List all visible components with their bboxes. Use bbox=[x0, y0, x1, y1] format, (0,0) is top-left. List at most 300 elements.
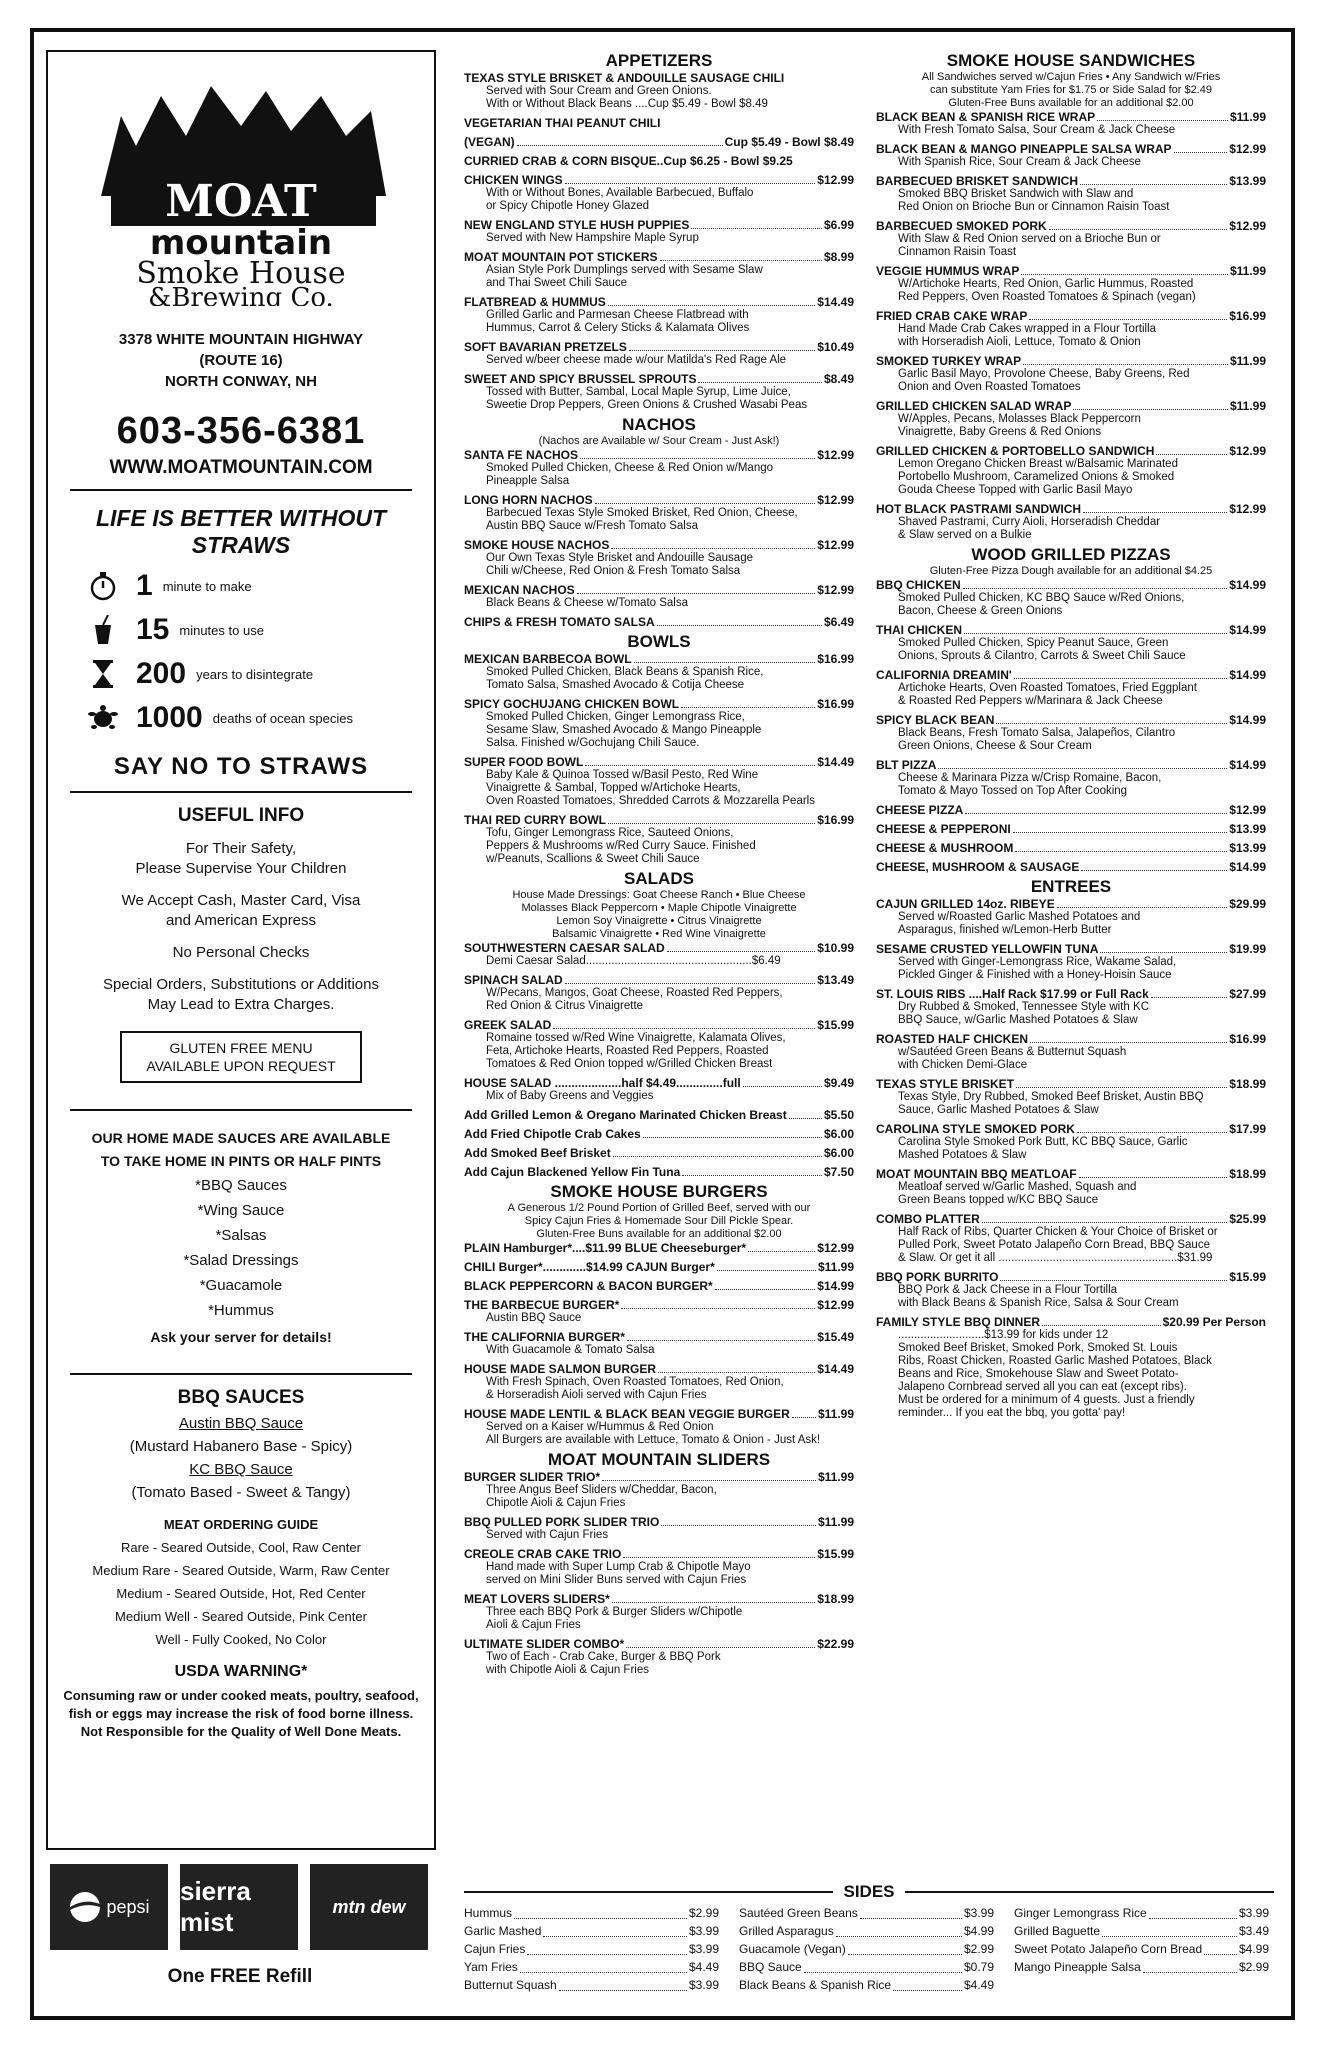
menu-item bbox=[464, 813, 854, 866]
section-title: WOOD GRILLED PIZZAS bbox=[971, 545, 1171, 564]
section-title: APPETIZERS bbox=[605, 51, 713, 70]
menu-item-price: $11.99 bbox=[817, 1407, 854, 1421]
dot-leader bbox=[527, 1940, 687, 1955]
menu-item-price: $17.99 bbox=[1229, 1122, 1266, 1136]
side-item bbox=[464, 1976, 719, 1994]
section-title: SMOKE HOUSE SANDWICHES bbox=[946, 51, 1196, 70]
side-item-price: $4.99 bbox=[1238, 1942, 1269, 1956]
dot-leader bbox=[743, 1076, 822, 1087]
side-item-price: $3.99 bbox=[688, 1924, 719, 1938]
side-item-name: Grilled Baguette bbox=[1014, 1924, 1101, 1938]
menu-item-name: BURGER SLIDER TRIO* bbox=[464, 1470, 601, 1484]
menu-item-price: $14.99 bbox=[1229, 623, 1266, 637]
menu-item-row bbox=[464, 1547, 854, 1561]
sides-header: SIDES bbox=[464, 1882, 1274, 1902]
menu-item-price: $8.99 bbox=[823, 250, 854, 264]
menu-item-description: Served with Ginger-Lemongrass Rice, Wakame Salad, Pickled Ginger & Finished with a Honey-Hoisin Sauce bbox=[898, 956, 1177, 981]
menu-item-row bbox=[876, 897, 1266, 911]
straw-stat: 15 minutes to use bbox=[88, 613, 434, 647]
menu-item bbox=[876, 987, 1266, 1027]
dot-leader bbox=[608, 295, 816, 306]
menu-item-price: $15.49 bbox=[817, 1330, 854, 1344]
side-item-name: Sautéed Green Beans bbox=[739, 1906, 858, 1920]
menu-item-price: $13.99 bbox=[1229, 822, 1266, 836]
section-note: A Generous 1/2 Pound Portion of Grilled Beef, served with our Spicy Cajun Fries & Homemade Sour Dill Pickle Spear. Gluten-Free Buns available for an additional $2.00 bbox=[507, 1202, 811, 1240]
menu-item-price: $11.99 bbox=[1229, 399, 1266, 413]
menu-item-description: Half Rack of Ribs, Quarter Chicken & Your Choice of Brisket or Pulled Pork, Sweet Potato Jalapeño Corn Bread, BBQ Sauce & Slaw. Or get it all ........................................................$31.99 bbox=[898, 1226, 1218, 1264]
menu-item-name: (VEGAN) bbox=[464, 135, 515, 149]
menu-item-price: $11.99 bbox=[1229, 110, 1266, 124]
menu-item bbox=[876, 1122, 1266, 1162]
menu-item-price: $12.99 bbox=[1229, 142, 1266, 156]
menu-item-price: $27.99 bbox=[1229, 987, 1266, 1001]
dot-leader bbox=[602, 1470, 816, 1481]
menu-item bbox=[464, 1076, 854, 1103]
sides-list bbox=[464, 1904, 1274, 1994]
phone-number[interactable]: 603-356-6381 bbox=[116, 410, 366, 452]
menu-item-price: $11.99 bbox=[817, 1260, 854, 1274]
menu-item-name: SOUTHWESTERN CAESAR SALAD bbox=[464, 941, 665, 955]
side-item bbox=[464, 1958, 719, 1976]
menu-item-description: Smoked Pulled Chicken, Cheese & Red Onion w/Mango Pineapple Salsa bbox=[486, 462, 774, 487]
menu-item-name: TEXAS STYLE BRISKET & ANDOUILLE SAUSAGE CHILI bbox=[464, 71, 785, 85]
menu-item-name: SPINACH SALAD bbox=[464, 973, 563, 987]
menu-item-description: With Fresh Spinach, Oven Roasted Tomatoes, Red Onion, & Horseradish Aioli served with Cajun Fries bbox=[486, 1376, 784, 1401]
menu-item bbox=[464, 1298, 854, 1325]
menu-item-name: BBQ PORK BURRITO bbox=[876, 1270, 999, 1284]
menu-item bbox=[876, 444, 1266, 497]
menu-item-description: Dry Rubbed & Smoked, Tennessee Style with KC BBQ Sauce, w/Garlic Mashed Potatoes & Slaw bbox=[898, 1001, 1149, 1026]
menu-item bbox=[464, 218, 854, 245]
menu-item-name: BARBECUED BRISKET SANDWICH bbox=[876, 174, 1079, 188]
menu-item-description: With Spanish Rice, Sour Cream & Jack Cheese bbox=[898, 156, 1141, 168]
menu-item-description: W/Artichoke Hearts, Red Onion, Garlic Hummus, Roasted Red Peppers, Oven Roasted Tomatoes & Spinach (vegan) bbox=[898, 278, 1196, 303]
section-title: ENTREES bbox=[1030, 877, 1112, 896]
side-item-name: Cajun Fries bbox=[464, 1942, 526, 1956]
menu-item-name: CHEESE PIZZA bbox=[876, 803, 964, 817]
menu-item bbox=[876, 758, 1266, 798]
menu-item-row bbox=[464, 1165, 854, 1179]
menu-item-name: Add Fried Chipotle Crab Cakes bbox=[464, 1127, 641, 1141]
dot-leader bbox=[1013, 822, 1228, 833]
menu-item-description: Garlic Basil Mayo, Provolone Cheese, Baby Greens, Red Onion and Oven Roasted Tomatoes bbox=[898, 368, 1190, 393]
dot-leader bbox=[577, 583, 816, 594]
menu-item-price: $12.99 bbox=[1229, 444, 1266, 458]
dot-leader bbox=[681, 697, 815, 708]
section-note: All Sandwiches served w/Cajun Fries • Any Sandwich w/Fries can substitute Yam Fries for $1.75 or Side Salad for $2.49 Gluten-Free Buns available for an additional $2.00 bbox=[921, 71, 1221, 109]
dot-leader bbox=[1015, 841, 1227, 852]
menu-item-price: $13.99 bbox=[1229, 174, 1266, 188]
menu-item bbox=[464, 1330, 854, 1357]
menu-item-row bbox=[876, 1167, 1266, 1181]
side-item bbox=[464, 1904, 719, 1922]
menu-item-description: Hand Made Crab Cakes wrapped in a Flour Tortilla with Horseradish Aioli, Lettuce, Tomato & Onion bbox=[898, 323, 1157, 348]
menu-item-row bbox=[876, 578, 1266, 592]
menu-item-price: $18.99 bbox=[1229, 1077, 1266, 1091]
side-item-price: $3.99 bbox=[963, 1906, 994, 1920]
dot-leader bbox=[1000, 1270, 1227, 1281]
menu-item bbox=[464, 1592, 854, 1632]
dot-leader bbox=[627, 1330, 815, 1341]
side-item bbox=[1014, 1922, 1269, 1940]
menu-item-description: W/Apples, Pecans, Molasses Black Peppercorn Vinaigrette, Baby Greens & Red Onions bbox=[898, 413, 1141, 438]
menu-item-row bbox=[464, 250, 854, 264]
menu-item-price: $13.49 bbox=[817, 973, 854, 987]
menu-item-name: TEXAS STYLE BRISKET bbox=[876, 1077, 1015, 1091]
menu-item-row bbox=[464, 116, 854, 130]
straw-stat: 1000 deaths of ocean species bbox=[88, 701, 434, 735]
menu-item-name: ULTIMATE SLIDER COMBO* bbox=[464, 1637, 625, 1651]
menu-item-name: COMBO PLATTER bbox=[876, 1212, 980, 1226]
dot-leader bbox=[1149, 1904, 1237, 1919]
dot-leader bbox=[643, 1127, 822, 1138]
menu-item-description: Served w/Roasted Garlic Mashed Potatoes and Asparagus, finished w/Lemon-Herb Butter bbox=[898, 911, 1141, 936]
menu-item-row bbox=[876, 1315, 1266, 1329]
menu-item-row bbox=[464, 1279, 854, 1293]
menu-item bbox=[876, 264, 1266, 304]
menu-item bbox=[876, 623, 1266, 663]
menu-item-name: SPICY GOCHUJANG CHICKEN BOWL bbox=[464, 697, 680, 711]
menu-item-name: CREOLE CRAB CAKE TRIO bbox=[464, 1547, 622, 1561]
menu-item-name: MEXICAN NACHOS bbox=[464, 583, 575, 597]
side-item-name: BBQ Sauce bbox=[739, 1960, 802, 1974]
menu-item-name: VEGETARIAN THAI PEANUT CHILI bbox=[464, 116, 661, 130]
menu-item-price: $12.99 bbox=[1229, 219, 1266, 233]
menu-item bbox=[464, 135, 854, 149]
menu-item-row bbox=[876, 174, 1266, 188]
menu-item-name: CALIFORNIA DREAMIN' bbox=[876, 668, 1012, 682]
menu-item-name: MOAT MOUNTAIN BBQ MEATLOAF bbox=[876, 1167, 1077, 1181]
dot-leader bbox=[1174, 142, 1228, 153]
menu-item-name: CURRIED CRAB & CORN BISQUE..Cup $6.25 - Bowl $9.25 bbox=[464, 154, 793, 168]
dot-leader bbox=[965, 803, 1227, 814]
side-item-name: Butternut Squash bbox=[464, 1978, 557, 1992]
menu-item-name: THAI RED CURRY BOWL bbox=[464, 813, 606, 827]
menu-item-description: Austin BBQ Sauce bbox=[486, 1312, 582, 1324]
dot-leader bbox=[789, 1108, 822, 1119]
dot-leader bbox=[691, 218, 822, 229]
logo-mountain-text: mountain bbox=[149, 223, 333, 263]
menu-item bbox=[464, 1362, 854, 1402]
menu-item-name: Add Cajun Blackened Yellow Fin Tuna bbox=[464, 1165, 681, 1179]
dot-leader bbox=[893, 1976, 962, 1991]
dot-leader bbox=[938, 758, 1227, 769]
menu-item-name: HOUSE MADE LENTIL & BLACK BEAN VEGGIE BURGER bbox=[464, 1407, 790, 1421]
menu-item-row bbox=[464, 372, 854, 386]
menu-item-description: Texas Style, Dry Rubbed, Smoked Beef Brisket, Austin BBQ Sauce, Garlic Mashed Potatoes & Slaw bbox=[898, 1091, 1204, 1116]
section-title: BOWLS bbox=[627, 632, 691, 651]
menu-item-row bbox=[464, 1637, 854, 1651]
bbq-sauces: BBQ SAUCES Austin BBQ Sauce (Mustard Habanero Base - Spicy) KC BBQ Sauce (Tomato Based - Sweet & Tangy) bbox=[129, 1387, 353, 1501]
menu-item-row bbox=[876, 444, 1266, 458]
menu-column-middle bbox=[464, 48, 854, 1682]
menu-item-price: $10.99 bbox=[817, 941, 854, 955]
menu-item-price: $15.99 bbox=[817, 1547, 854, 1561]
side-item-price: $2.99 bbox=[963, 1942, 994, 1956]
menu-item-description: Artichoke Hearts, Oven Roasted Tomatoes, Fried Eggplant & Roasted Red Peppers w/Marinara & Jack Cheese bbox=[898, 682, 1197, 707]
menu-item-price: $14.99 bbox=[1229, 713, 1266, 727]
menu-item-description: With Fresh Tomato Salsa, Sour Cream & Jack Cheese bbox=[898, 124, 1176, 136]
menu-item bbox=[464, 116, 854, 130]
dot-leader bbox=[848, 1940, 962, 1955]
dot-leader bbox=[1080, 174, 1227, 185]
dot-leader bbox=[585, 755, 815, 766]
side-item-name: Ginger Lemongrass Rice bbox=[1014, 1906, 1147, 1920]
menu-item-row bbox=[464, 1298, 854, 1312]
menu-item-description: Grilled Garlic and Parmesan Cheese Flatbread with Hummus, Carrot & Celery Sticks & Kalamata Olives bbox=[486, 309, 750, 334]
dot-leader bbox=[715, 1279, 816, 1290]
menu-item-row bbox=[876, 110, 1266, 124]
menu-item bbox=[876, 1167, 1266, 1207]
menu-item-description: Asian Style Pork Dumplings served with Sesame Slaw and Thai Sweet Chili Sauce bbox=[486, 264, 763, 289]
menu-item bbox=[876, 713, 1266, 753]
cup-straw-icon bbox=[88, 615, 118, 645]
sierra-mist-logo: sierra mist bbox=[180, 1864, 298, 1950]
menu-item-name: BARBECUED SMOKED PORK bbox=[876, 219, 1047, 233]
menu-item-price: $14.99 bbox=[1229, 860, 1266, 874]
menu-item-row bbox=[464, 295, 854, 309]
side-item-name: Mango Pineapple Salsa bbox=[1014, 1960, 1141, 1974]
menu-item bbox=[876, 110, 1266, 137]
menu-item-name: THE CALIFORNIA BURGER* bbox=[464, 1330, 625, 1344]
menu-item bbox=[876, 1032, 1266, 1072]
side-item-name: Sweet Potato Jalapeño Corn Bread bbox=[1014, 1942, 1203, 1956]
dot-leader bbox=[1143, 1958, 1237, 1973]
side-item-price: $4.99 bbox=[963, 1924, 994, 1938]
menu-item-row bbox=[464, 1407, 854, 1421]
menu-item-description: Three each BBQ Pork & Burger Sliders w/Chipotle Aioli & Cajun Fries bbox=[486, 1606, 743, 1631]
menu-item-name: THE BARBECUE BURGER* bbox=[464, 1298, 620, 1312]
useful-info: USEFUL INFO For Their Safety, Please Supervise Your Children We Accept Cash, Master Card, Visa and American Express No Personal Checks Special Orders, Substitutions or Additions May Lead to Extra Charges. GLUTEN FREE MENU AVAILABLE UPON REQUEST bbox=[48, 805, 434, 1083]
menu-item-price: $11.99 bbox=[817, 1515, 854, 1529]
menu-item-row bbox=[464, 755, 854, 769]
menu-item bbox=[464, 583, 854, 610]
menu-item-row bbox=[876, 1212, 1266, 1226]
dot-leader bbox=[1016, 1077, 1227, 1088]
section-title: SMOKE HOUSE BURGERS bbox=[550, 1182, 768, 1201]
menu-item-price: $11.99 bbox=[817, 1470, 854, 1484]
divider bbox=[70, 1109, 412, 1111]
menu-item bbox=[876, 1315, 1266, 1420]
menu-item-name: BLACK BEAN & MANGO PINEAPPLE SALSA WRAP bbox=[876, 142, 1172, 156]
menu-item-description: Tossed with Butter, Sambal, Local Maple Syrup, Lime Juice, Sweetie Drop Peppers, Green Onions & Crushed Wasabi Peas bbox=[486, 386, 808, 411]
dot-leader bbox=[595, 493, 816, 504]
menu-item bbox=[464, 697, 854, 750]
menu-item bbox=[876, 1212, 1266, 1265]
menu-item-row bbox=[464, 615, 854, 629]
menu-item bbox=[464, 1260, 854, 1274]
dot-leader bbox=[559, 1976, 687, 1991]
menu-item-row bbox=[876, 219, 1266, 233]
menu-item-description: Shaved Pastrami, Curry Aioli, Horseradish Cheddar & Slaw served on a Bulkie bbox=[898, 516, 1161, 541]
dot-leader bbox=[1073, 399, 1228, 410]
dot-leader bbox=[626, 1637, 815, 1648]
menu-item-price: $29.99 bbox=[1229, 897, 1266, 911]
straw-stat: 1 minute to make bbox=[88, 569, 434, 603]
menu-item-price: $14.99 bbox=[817, 1279, 854, 1293]
menu-item bbox=[464, 538, 854, 578]
menu-item-description: Mix of Baby Greens and Veggies bbox=[486, 1090, 654, 1102]
menu-item bbox=[464, 652, 854, 692]
menu-item-row bbox=[876, 354, 1266, 368]
sides-column bbox=[1014, 1904, 1269, 1994]
menu-item-name: HOUSE MADE SALMON BURGER bbox=[464, 1362, 657, 1376]
menu-item-name: VEGGIE HUMMUS WRAP bbox=[876, 264, 1020, 278]
section-note: (Nachos are Available w/ Sour Cream - Just Ask!) bbox=[538, 435, 780, 447]
side-item-price: $3.49 bbox=[1238, 1924, 1269, 1938]
side-item-price: $2.99 bbox=[688, 1906, 719, 1920]
info-panel bbox=[46, 50, 436, 1850]
menu-item bbox=[876, 803, 1266, 817]
menu-item-row bbox=[464, 1127, 854, 1141]
menu-item-name: MEXICAN BARBECOA BOWL bbox=[464, 652, 632, 666]
side-item-price: $0.79 bbox=[963, 1960, 994, 1974]
menu-item-description: Smoked Pulled Chicken, KC BBQ Sauce w/Red Onions, Bacon, Cheese & Green Onions bbox=[898, 592, 1185, 617]
side-item-price: $3.99 bbox=[1238, 1906, 1269, 1920]
section-title: MOAT MOUNTAIN SLIDERS bbox=[547, 1450, 771, 1469]
menu-item-name: SMOKED TURKEY WRAP bbox=[876, 354, 1022, 368]
side-item bbox=[739, 1904, 994, 1922]
menu-item-price: $18.99 bbox=[817, 1592, 854, 1606]
menu-item bbox=[464, 250, 854, 290]
side-item-name: Hummus bbox=[464, 1906, 513, 1920]
menu-item-name: BBQ PULLED PORK SLIDER TRIO bbox=[464, 1515, 660, 1529]
menu-item bbox=[876, 897, 1266, 937]
dot-leader bbox=[682, 1165, 822, 1176]
menu-item-name: Add Grilled Lemon & Oregano Marinated Chicken Breast bbox=[464, 1108, 787, 1122]
menu-item bbox=[876, 841, 1266, 855]
side-item bbox=[739, 1940, 994, 1958]
menu-item-description: Barbecued Texas Style Smoked Brisket, Red Onion, Cheese, Austin BBQ Sauce w/Fresh Tomato Salsa bbox=[486, 507, 798, 532]
mtn-dew-logo: mtn dew bbox=[310, 1864, 428, 1950]
hourglass-icon bbox=[88, 659, 118, 689]
menu-item-description: Cheese & Marinara Pizza w/Crisp Romaine, Bacon, Tomato & Mayo Tossed on Top After Cooking bbox=[898, 772, 1162, 797]
menu-item-row bbox=[464, 583, 854, 597]
menu-item-row bbox=[464, 218, 854, 232]
menu-item-price: $6.00 bbox=[823, 1127, 854, 1141]
menu-item-price: $14.99 bbox=[1229, 668, 1266, 682]
dot-leader bbox=[1151, 987, 1228, 998]
menu-item-row bbox=[464, 173, 854, 187]
menu-item-name: MEAT LOVERS SLIDERS* bbox=[464, 1592, 610, 1606]
divider bbox=[70, 791, 412, 793]
menu-item-row bbox=[464, 813, 854, 827]
menu-item-row bbox=[464, 154, 854, 168]
menu-item-description: Our Own Texas Style Brisket and Andouille Sausage Chili w/Cheese, Red Onion & Fresh Tomato Salsa bbox=[486, 552, 753, 577]
menu-item-description: Served with Cajun Fries bbox=[486, 1529, 609, 1541]
menu-item-description: Smoked Pulled Chicken, Ginger Lemongrass Rice, Sesame Slaw, Smashed Avocado & Mango Pineapple Salsa. Finished w/Gochujang Chili Sauce. bbox=[486, 711, 762, 749]
menu-item-name: CHEESE & PEPPERONI bbox=[876, 822, 1011, 836]
menu-item bbox=[464, 941, 854, 968]
menu-item-description: Black Beans & Cheese w/Tomato Salsa bbox=[486, 597, 688, 609]
menu-item bbox=[464, 1470, 854, 1510]
dot-leader bbox=[657, 615, 822, 626]
dot-leader bbox=[698, 372, 821, 383]
menu-item-row bbox=[876, 264, 1266, 278]
dot-leader bbox=[996, 713, 1227, 724]
menu-item-name: FRIED CRAB CAKE WRAP bbox=[876, 309, 1028, 323]
dot-leader bbox=[608, 813, 815, 824]
usda-warning-text: Consuming raw or under cooked meats, poultry, seafood, fish or eggs may increase the risk of food borne illness. Not Responsible for the Quality of Well Done Meats. bbox=[63, 1688, 419, 1739]
menu-item-description: Three Angus Beef Sliders w/Cheddar, Bacon, Chipotle Aioli & Cajun Fries bbox=[486, 1484, 717, 1509]
menu-item-row bbox=[464, 538, 854, 552]
side-item-name: Yam Fries bbox=[464, 1960, 518, 1974]
menu-item-description: ...........................$13.99 for kids under 12 Smoked Beef Brisket, Smoked Pork, Smoked St. Louis Ribs, Roast Chicken, Roasted Garlic Mashed Potatoes, Black Beans and Rice, Smokehouse Slaw and Sweet Potato- Jalapeno Cornbread served all you can eat (except ribs). Must be ordered for a minimum of 4 guests. Just a friendly reminder... If you eat the bbq, you gotta' pay! bbox=[898, 1329, 1212, 1419]
menu-item-description: BBQ Pork & Jack Cheese in a Flour Tortilla with Black Beans & Spanish Rice, Salsa & Sour Cream bbox=[898, 1284, 1179, 1309]
menu-item-description: Served on a Kaiser w/Hummus & Red Onion All Burgers are available with Lettuce, Tomato & Onion - Just Ask! bbox=[486, 1421, 821, 1446]
menu-item-name: CHICKEN WINGS bbox=[464, 173, 563, 187]
dot-leader bbox=[565, 173, 816, 184]
dot-leader bbox=[963, 578, 1228, 589]
menu-item bbox=[464, 1108, 854, 1122]
menu-item-row bbox=[876, 668, 1266, 682]
menu-item-row bbox=[464, 1592, 854, 1606]
usda-warning-title: USDA WARNING* bbox=[174, 1663, 308, 1680]
straw-stat: 200 years to disintegrate bbox=[88, 657, 434, 691]
menu-item-description: Served w/beer cheese made w/our Matilda's Red Rage Ale bbox=[486, 354, 787, 366]
address: 3378 WHITE MOUNTAIN HIGHWAY (ROUTE 16) NORTH CONWAY, NH bbox=[118, 331, 364, 390]
menu-item bbox=[464, 1127, 854, 1141]
menu-item bbox=[464, 493, 854, 533]
menu-item-row bbox=[464, 493, 854, 507]
menu-item-name: SMOKE HOUSE NACHOS bbox=[464, 538, 610, 552]
side-item-price: $2.99 bbox=[1238, 1960, 1269, 1974]
menu-item-price: $25.99 bbox=[1229, 1212, 1266, 1226]
menu-item-price: $9.49 bbox=[823, 1076, 854, 1090]
menu-item-row bbox=[876, 623, 1266, 637]
menu-item-price: $15.99 bbox=[1229, 1270, 1266, 1284]
menu-item-row bbox=[876, 822, 1266, 836]
menu-item bbox=[876, 354, 1266, 394]
dot-leader bbox=[611, 538, 815, 549]
menu-item-name: SOFT BAVARIAN PRETZELS bbox=[464, 340, 627, 354]
menu-item-row bbox=[464, 1018, 854, 1032]
side-item bbox=[464, 1922, 719, 1940]
menu-item bbox=[464, 1165, 854, 1179]
menu-item bbox=[876, 174, 1266, 214]
section-title: SALADS bbox=[624, 869, 694, 888]
menu-item-description: With Slaw & Red Onion served on a Brioche Bun or Cinnamon Raisin Toast bbox=[898, 233, 1161, 258]
menu-item-price: $14.49 bbox=[817, 1362, 854, 1376]
menu-item-price: $16.99 bbox=[817, 813, 854, 827]
menu-item-row bbox=[464, 1515, 854, 1529]
menu-item bbox=[876, 578, 1266, 618]
dot-leader bbox=[553, 1018, 815, 1029]
menu-item-name: FAMILY STYLE BBQ DINNER bbox=[876, 1315, 1041, 1329]
side-item-price: $3.99 bbox=[688, 1978, 719, 1992]
menu-item-row bbox=[876, 987, 1266, 1001]
menu-item-row bbox=[464, 697, 854, 711]
menu-item bbox=[876, 399, 1266, 439]
menu-item-price: $14.99 bbox=[1229, 578, 1266, 592]
menu-item-price: $20.99 Per Person bbox=[1162, 1315, 1266, 1329]
dot-leader bbox=[717, 1260, 816, 1271]
menu-item-price: Cup $5.49 - Bowl $8.49 bbox=[724, 135, 854, 149]
menu-item bbox=[464, 1637, 854, 1677]
menu-item bbox=[464, 1279, 854, 1293]
menu-item-name: BLT PIZZA bbox=[876, 758, 937, 772]
side-item-price: $4.49 bbox=[688, 1960, 719, 1974]
menu-item bbox=[876, 822, 1266, 836]
menu-item bbox=[876, 219, 1266, 259]
dot-leader bbox=[792, 1407, 816, 1418]
menu-item-row bbox=[464, 135, 854, 149]
website-link[interactable]: WWW.MOATMOUNTAIN.COM bbox=[109, 457, 373, 478]
menu-item-price: $6.99 bbox=[823, 218, 854, 232]
dot-leader bbox=[748, 1241, 815, 1252]
straws-title: LIFE IS BETTER WITHOUT STRAWS bbox=[95, 505, 387, 558]
menu-item-description: Baby Kale & Quinoa Tossed w/Basil Pesto, Red Wine Vinaigrette & Sambal, Topped w/Artichoke Hearts, Oven Roasted Tomatoes, Shredded Carrots & Mozzarella Pearls bbox=[486, 769, 815, 807]
